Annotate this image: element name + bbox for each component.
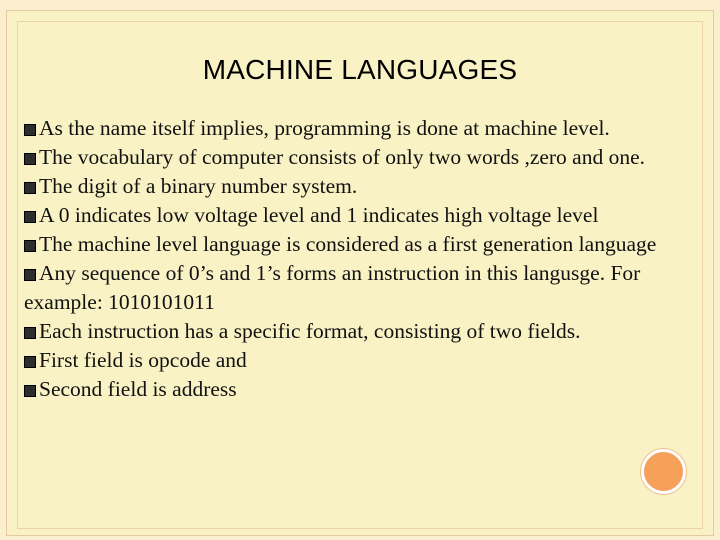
- square-bullet-icon: [24, 182, 36, 194]
- square-bullet-icon: [24, 327, 36, 339]
- list-item: [24, 317, 696, 346]
- list-item-text: First field is opcode and: [39, 348, 247, 372]
- square-bullet-icon: [24, 211, 36, 223]
- square-bullet-icon: [24, 356, 36, 368]
- square-bullet-icon: [24, 240, 36, 252]
- list-item: [24, 230, 696, 259]
- bullet-list: [24, 114, 696, 404]
- list-item-text: As the name itself implies, programming is done at machine level.: [39, 116, 610, 140]
- list-item-text: A 0 indicates low voltage level and 1 indicates high voltage level: [39, 203, 599, 227]
- list-item-text: Each instruction has a specific format, consisting of two fields.: [39, 319, 581, 343]
- square-bullet-icon: [24, 124, 36, 136]
- list-item: [24, 201, 696, 230]
- list-item-text: Any sequence of 0’s and 1’s forms an instruction in this langusge. For example: 1010101011: [24, 261, 641, 314]
- list-item: [24, 172, 696, 201]
- list-item: [24, 259, 696, 317]
- list-item: [24, 143, 696, 172]
- slide-title: MACHINE LANGUAGES: [202, 54, 518, 85]
- list-item-text: The machine level language is considered as a first generation language: [39, 232, 657, 256]
- list-item-text: Second field is address: [39, 377, 237, 401]
- list-item-text: The digit of a binary number system.: [39, 174, 358, 198]
- square-bullet-icon: [24, 385, 36, 397]
- list-item: [24, 114, 696, 143]
- square-bullet-icon: [24, 269, 36, 281]
- list-item: [24, 375, 696, 404]
- square-bullet-icon: [24, 153, 36, 165]
- list-item-text: The vocabulary of computer consists of only two words ,zero and one.: [39, 145, 646, 169]
- list-item: [24, 346, 696, 375]
- orange-circle-icon: [641, 449, 686, 494]
